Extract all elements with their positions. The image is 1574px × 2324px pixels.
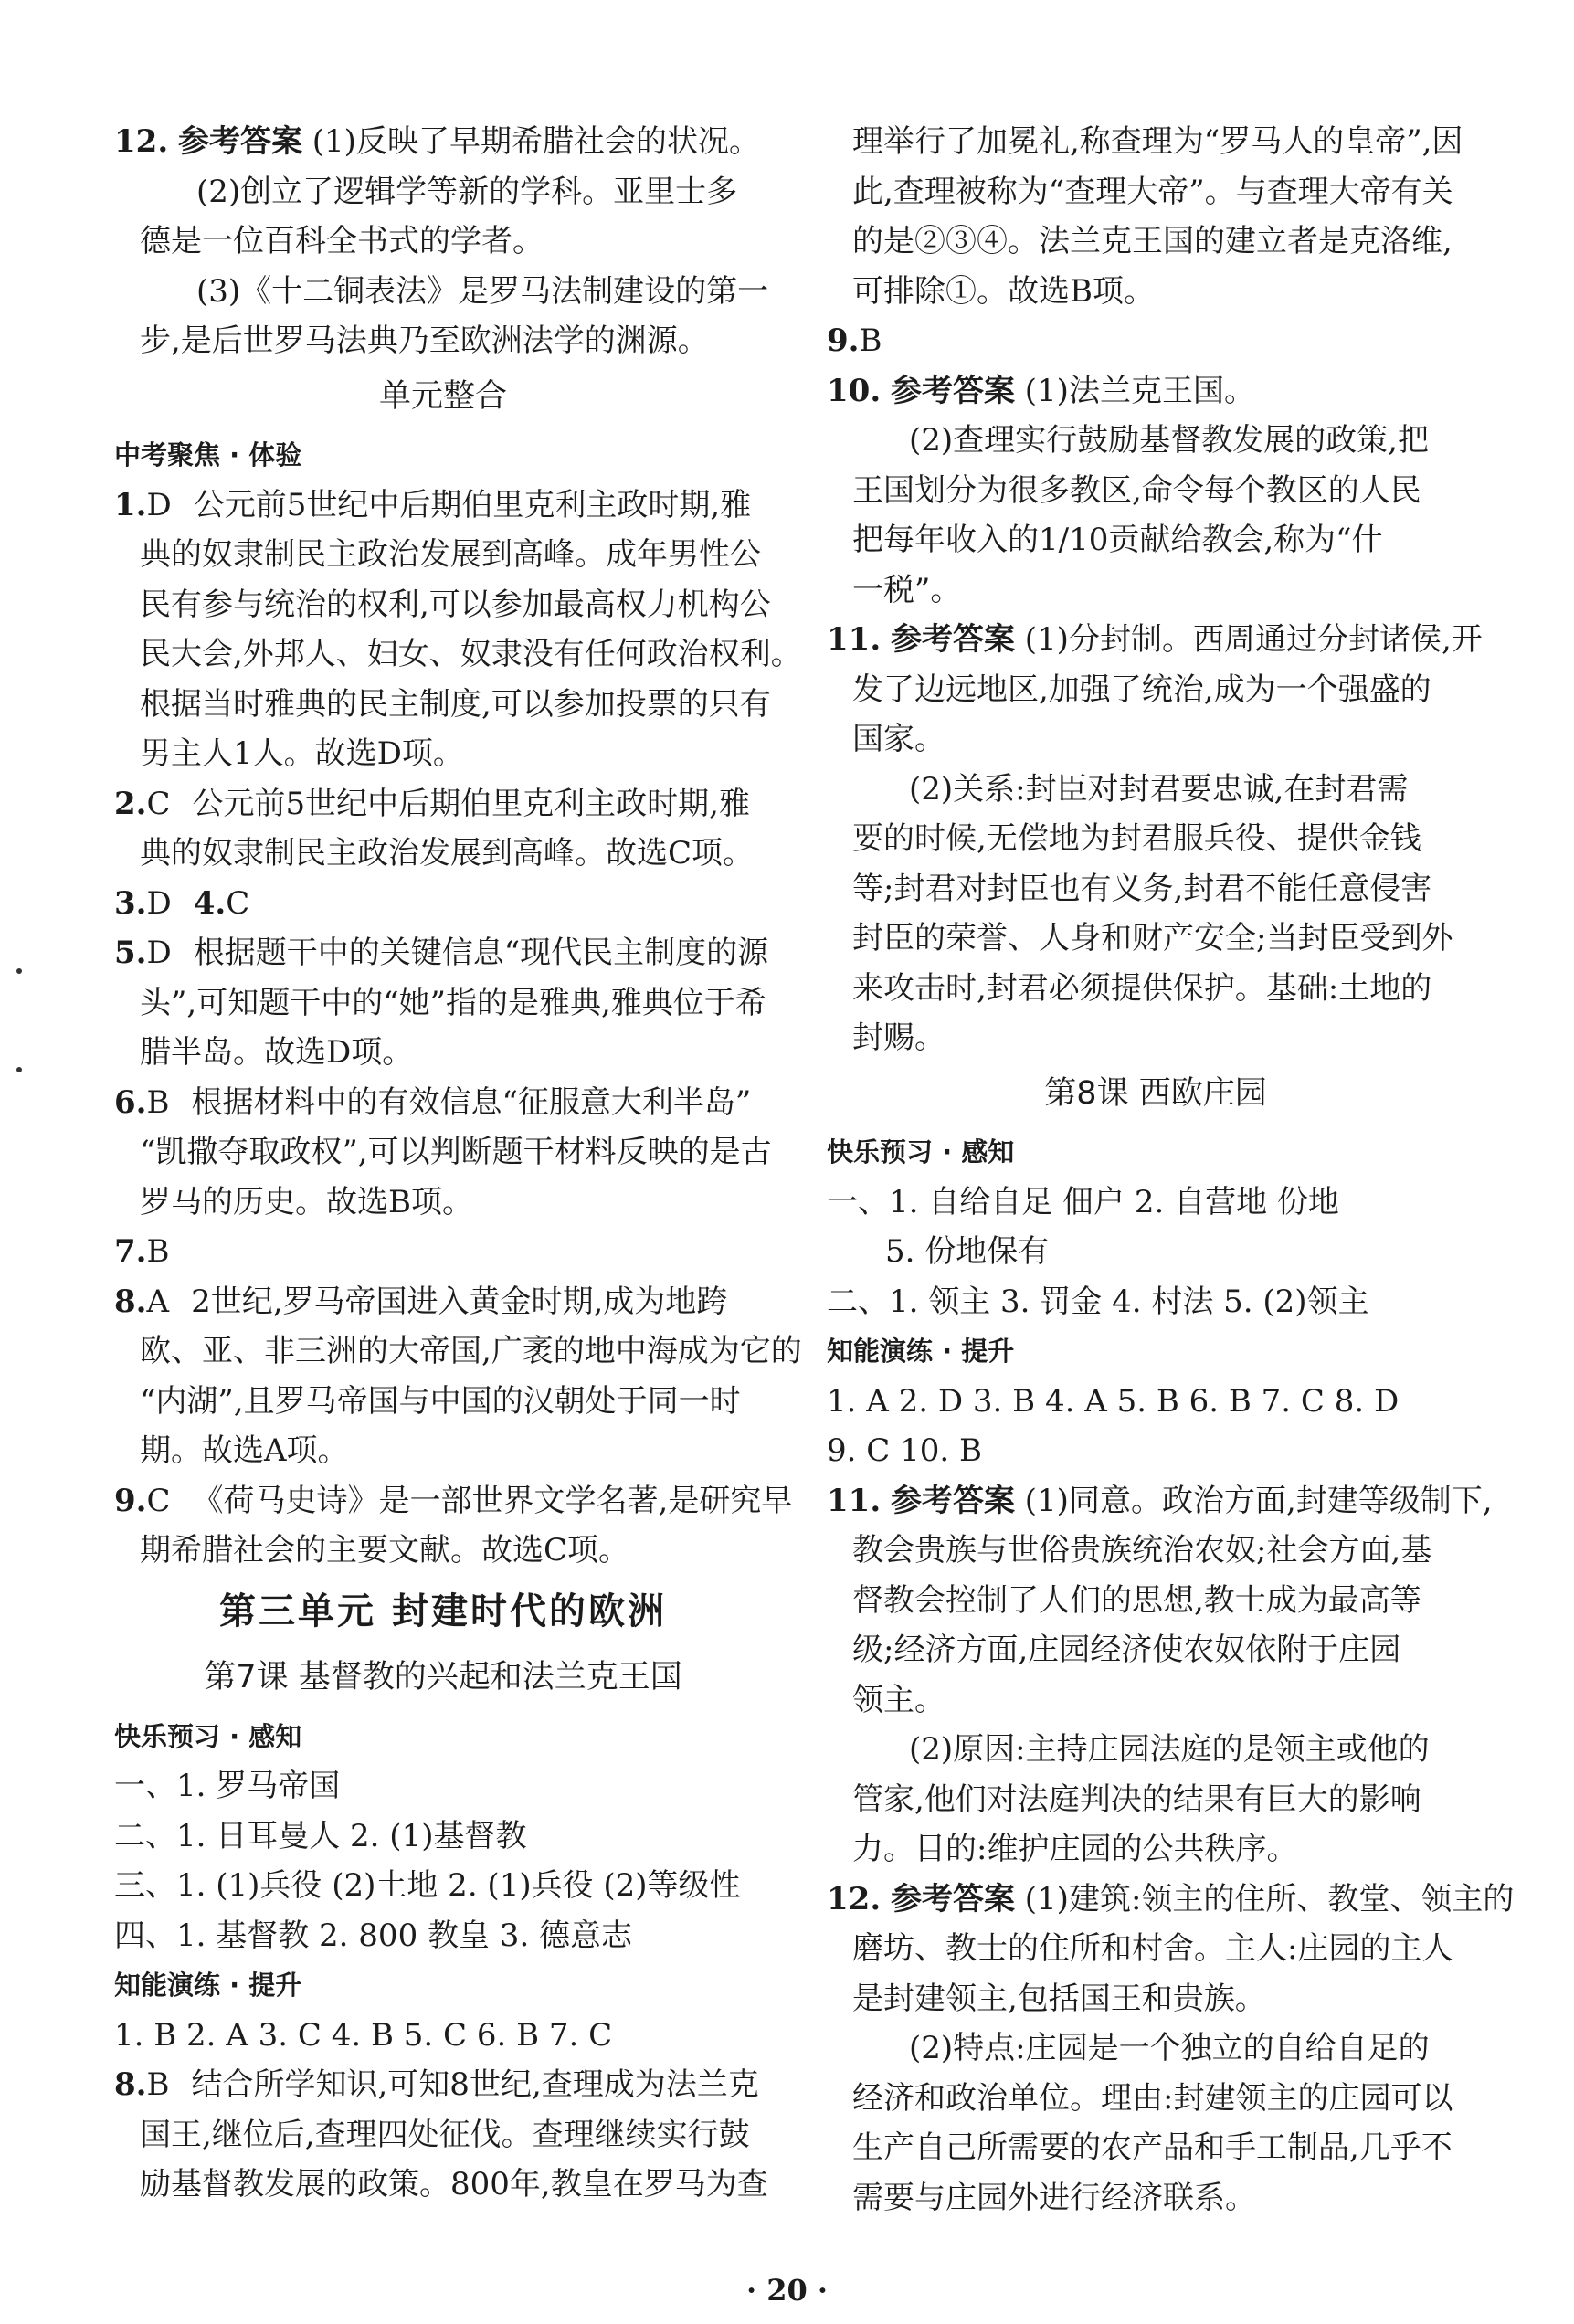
text-line: 典的奴隶制民主政治发展到高峰。故选C项。 <box>140 835 755 872</box>
answer-3-4: 3.D 4.C <box>114 884 250 922</box>
text-line: 需要与庄园外进行经济联系。 <box>852 2179 1256 2216</box>
text-line: 国家。 <box>852 721 945 757</box>
label-practice: 知能演练 · 提升 <box>114 1970 302 2001</box>
text-line: (3)《十二铜表法》是罗马法制建设的第一 <box>196 272 769 310</box>
right-column <box>827 117 1515 2223</box>
text-line: 教会贵族与世俗贵族统治农奴;社会方面,基 <box>852 1532 1432 1569</box>
text-line: 生产自己所需要的农产品和手工制品,几乎不 <box>852 2129 1453 2166</box>
label-exam-focus: 中考聚焦 · 体验 <box>114 439 302 470</box>
lesson-8-title: 第8课 西欧庄园 <box>1044 1074 1267 1112</box>
text-line: 来攻击时,封君必须提供保护。基础:土地的 <box>852 969 1432 1007</box>
text-line: 理举行了加冕礼,称查理为“罗马人的皇帝”,因 <box>852 123 1463 160</box>
text-line: 磨坊、教士的住所和村舍。主人:庄园的主人 <box>852 1930 1453 1967</box>
text-line: 欧、亚、非三洲的大帝国,广袤的地中海成为它的 <box>140 1333 802 1369</box>
text-line: 管家,他们对法庭判决的结果有巨大的影响 <box>852 1780 1421 1818</box>
text-line: 根据当时雅典的民主制度,可以参加投票的只有 <box>140 685 771 723</box>
text-line: 可排除①。故选B项。 <box>852 272 1155 310</box>
text-line: 期希腊社会的主要文献。故选C项。 <box>140 1532 630 1569</box>
text-line: 要的时候,无偿地为封君服兵役、提供金钱 <box>852 820 1421 857</box>
choice-answers: 1. A 2. D 3. B 4. A 5. B 6. B 7. C 8. D <box>827 1382 1400 1420</box>
answer-9: 9.B <box>827 322 882 359</box>
text-line: 王国划分为很多教区,命令每个教区的人民 <box>852 471 1421 509</box>
answer-12-line: 12. 参考答案 (1)反映了早期希腊社会的状况。 <box>114 123 760 160</box>
answer-9: 9.C 《荷马史诗》是一部世界文学名著,是研究早 <box>114 1482 793 1519</box>
text-line: 是封建领主,包括国王和贵族。 <box>852 1980 1266 2017</box>
text-line: 民大会,外邦人、妇女、奴隶没有任何政治权利。 <box>140 636 802 672</box>
page-number: · 20 · <box>745 2273 829 2308</box>
left-column <box>114 117 802 2210</box>
answer-2: 2.C 公元前5世纪中后期伯里克利主政时期,雅 <box>114 785 750 822</box>
text-line: 腊半岛。故选D项。 <box>140 1034 414 1071</box>
text-line: 级;经济方面,庄园经济使农奴依附于庄园 <box>852 1632 1401 1668</box>
text-line: 民有参与统治的权利,可以参加最高权力机构公 <box>140 586 771 623</box>
text-line: 封赐。 <box>852 1019 945 1056</box>
label-preview: 快乐预习 · 感知 <box>114 1720 302 1752</box>
text-line: 发了边远地区,加强了统治,成为一个强盛的 <box>852 671 1431 708</box>
answer-10: 10. 参考答案 (1)法兰克王国。 <box>827 372 1255 409</box>
text-line: “内湖”,且罗马帝国与中国的汉朝处于同一时 <box>140 1382 741 1420</box>
preview-line: 三、1. (1)兵役 (2)土地 2. (1)兵役 (2)等级性 <box>114 1867 741 1904</box>
text-line: (2)原因:主持庄园法庭的是领主或他的 <box>909 1731 1430 1768</box>
answer-1: 1.D 公元前5世纪中后期伯里克利主政时期,雅 <box>114 486 752 523</box>
text-line: 经济和政治单位。理由:封建领主的庄园可以 <box>852 2079 1453 2117</box>
answer-8b: 8.B 结合所学知识,可知8世纪,查理成为法兰克 <box>114 2066 759 2103</box>
choice-answers: 1. B 2. A 3. C 4. B 5. C 6. B 7. C <box>114 2016 613 2054</box>
choice-answers: 9. C 10. B <box>827 1432 982 1469</box>
text-line: 头”,可知题干中的“她”指的是雅典,雅典位于希 <box>140 984 766 1021</box>
text-line: 力。目的:维护庄园的公共秩序。 <box>852 1831 1298 1867</box>
text-line: 督教会控制了人们的思想,教士成为最高等 <box>852 1581 1421 1619</box>
text-line: “凯撒夺取政权”,可以判断题干材料反映的是古 <box>140 1134 772 1170</box>
text-line: 等;封君对封臣也有义务,封君不能任意侵害 <box>852 870 1432 907</box>
preview-line: 一、1. 自给自足 佃户 2. 自营地 份地 <box>827 1183 1339 1220</box>
answer-7: 7.B <box>114 1233 170 1270</box>
label-preview: 快乐预习 · 感知 <box>827 1136 1015 1167</box>
answer-8: 8.A 2世纪,罗马帝国进入黄金时期,成为地跨 <box>114 1283 728 1320</box>
answer-5: 5.D 根据题干中的关键信息“现代民主制度的源 <box>114 935 769 971</box>
text-line: (2)查理实行鼓励基督教发展的政策,把 <box>909 422 1429 459</box>
text-line: 封臣的荣誉、人身和财产安全;当封臣受到外 <box>852 920 1453 956</box>
preview-line: 一、1. 罗马帝国 <box>114 1768 341 1804</box>
text-line: 步,是后世罗马法典乃至欧洲法学的渊源。 <box>140 322 709 359</box>
text-line: (2)特点:庄园是一个独立的自给自足的 <box>909 2030 1430 2066</box>
answer-11: 11. 参考答案 (1)分封制。西周通过分封诸侯,开 <box>827 621 1483 658</box>
text-line: 此,查理被称为“查理大帝”。与查理大帝有关 <box>852 173 1453 210</box>
text-line: 国王,继位后,查理四处征伐。查理继续实行鼓 <box>140 2116 750 2153</box>
label-practice: 知能演练 · 提升 <box>827 1336 1015 1367</box>
text-line: 把每年收入的1/10贡献给教会,称为“什 <box>852 522 1383 558</box>
text-line: 一税”。 <box>852 571 962 608</box>
preview-line: 二、1. 日耳曼人 2. (1)基督教 <box>114 1817 527 1854</box>
text-line: 罗马的历史。故选B项。 <box>140 1183 473 1220</box>
text-line: 男主人1人。故选D项。 <box>140 735 464 772</box>
preview-line: 5. 份地保有 <box>885 1233 1050 1270</box>
margin-mark <box>16 1067 22 1072</box>
text-line: 德是一位百科全书式的学者。 <box>140 223 544 259</box>
answer-12: 12. 参考答案 (1)建筑:领主的住所、教堂、领主的 <box>827 1880 1515 1917</box>
unit-3-title: 第三单元 封建时代的欧洲 <box>219 1589 667 1632</box>
text-line: 的是②③④。法兰克王国的建立者是克洛维, <box>852 223 1453 259</box>
answer-11b: 11. 参考答案 (1)同意。政治方面,封建等级制下, <box>827 1482 1493 1519</box>
text-line: 期。故选A项。 <box>140 1432 349 1469</box>
text-line: 励基督教发展的政策。800年,教皇在罗马为查 <box>140 2166 768 2203</box>
preview-line: 四、1. 基督教 2. 800 教皇 3. 德意志 <box>114 1917 633 1954</box>
text-line: 典的奴隶制民主政治发展到高峰。成年男性公 <box>140 536 761 573</box>
section-title-unit-summary: 单元整合 <box>378 377 507 415</box>
text-line: 领主。 <box>852 1681 945 1718</box>
lesson-7-title: 第7课 基督教的兴起和法兰克王国 <box>204 1659 682 1695</box>
margin-mark <box>16 968 22 974</box>
preview-line: 二、1. 领主 3. 罚金 4. 村法 5. (2)领主 <box>827 1283 1369 1320</box>
text-line: (2)创立了逻辑学等新的学科。亚里士多 <box>196 173 738 210</box>
answer-6: 6.B 根据材料中的有效信息“征服意大利半岛” <box>114 1083 752 1121</box>
text-line: (2)关系:封臣对封君要忠诚,在封君需 <box>909 770 1409 808</box>
